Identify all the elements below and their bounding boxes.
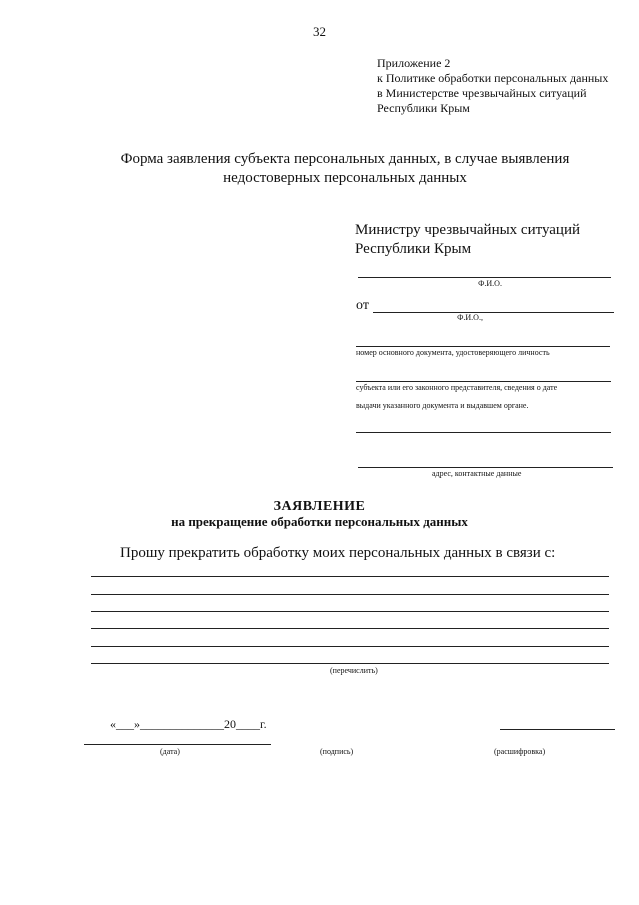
subject-caption-1: субъекта или его законного представителя, сведения о дате	[356, 383, 558, 392]
decode-caption: (расшифровка)	[494, 747, 546, 756]
address-line-1[interactable]	[356, 432, 611, 433]
subject-info-line[interactable]	[356, 381, 611, 382]
subject-caption-2: выдачи указанного документа и выдавшем органе.	[356, 401, 529, 410]
form-title-line-1: Форма заявления субъекта персональных данных, в случае выявления	[120, 151, 570, 167]
decode-line[interactable]	[500, 729, 615, 730]
statement-subtitle: на прекращение обработки персональных данных	[171, 514, 468, 529]
page-number: 32	[313, 24, 326, 39]
document-number-line[interactable]	[356, 346, 610, 347]
form-title-line-2: недостоверных персональных данных	[223, 170, 467, 186]
appendix-header	[377, 56, 608, 116]
address-line-2[interactable]	[358, 467, 613, 468]
request-text: Прошу прекратить обработку моих персональных данных в связи с:	[120, 545, 556, 561]
document-caption: номер основного документа, удостоверяющего личность	[356, 348, 550, 357]
form-title	[90, 150, 600, 188]
date-field[interactable]: «___»______________20____г.	[110, 717, 267, 731]
reason-line-4[interactable]	[91, 628, 609, 629]
enumerate-caption: (перечислить)	[330, 666, 378, 675]
appendix-line-3: Республики Крым	[377, 101, 470, 115]
reason-line-2[interactable]	[91, 594, 609, 595]
appendix-title: Приложение 2	[377, 56, 451, 70]
addressee-line-2: Республики Крым	[355, 241, 472, 257]
reason-line-5[interactable]	[91, 646, 609, 647]
appendix-line-1: к Политике обработки персональных данных	[377, 71, 609, 85]
reason-line-6[interactable]	[91, 663, 609, 664]
from-label: от	[356, 298, 369, 313]
fio-caption-1: Ф.И.О.	[478, 279, 502, 288]
signature-caption: (подпись)	[320, 747, 354, 756]
reason-line-1[interactable]	[91, 576, 609, 577]
fio-line-1[interactable]	[358, 277, 611, 278]
fio-caption-2: Ф.И.О.,	[457, 313, 483, 322]
address-caption: адрес, контактные данные	[432, 469, 522, 478]
addressee	[355, 221, 580, 259]
reason-line-3[interactable]	[91, 611, 609, 612]
date-underline	[84, 744, 271, 745]
addressee-line-1: Министру чрезвычайных ситуаций	[355, 222, 581, 238]
date-caption: (дата)	[160, 747, 180, 756]
appendix-line-2: в Министерстве чрезвычайных ситуаций	[377, 86, 587, 100]
statement-title: ЗАЯВЛЕНИЕ	[273, 499, 366, 514]
